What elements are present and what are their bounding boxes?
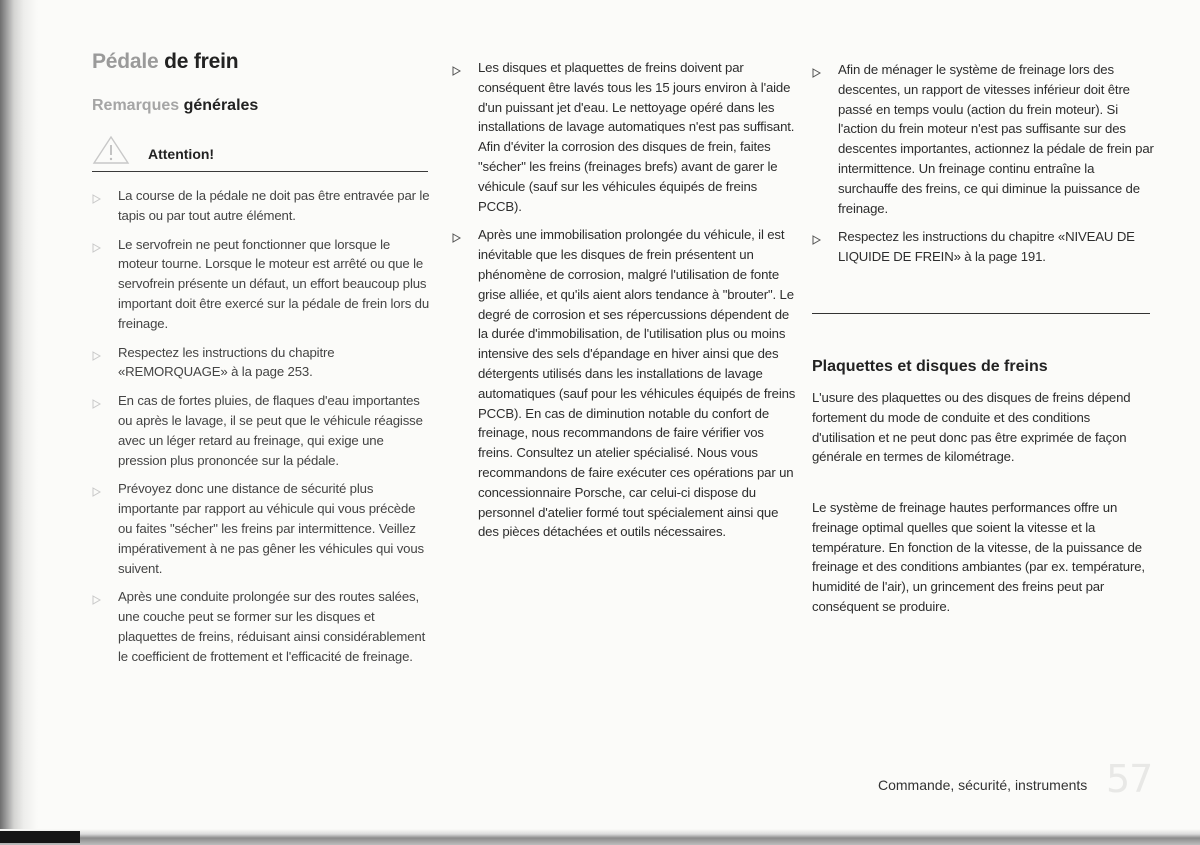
list-item xyxy=(812,60,1157,218)
bullet-list-left xyxy=(92,186,432,676)
list-item-text: Respectez les instructions du chapitre «REMORQUAGE» à la page 253. xyxy=(118,344,335,380)
page-binding-edge xyxy=(0,0,38,845)
list-item xyxy=(452,225,797,542)
list-item-text: Les disques et plaquettes de freins doivent par conséquent être lavés tous les 15 jours environ à l'aide d'un puissant jet d'eau. Le nettoyage opéré dans les installations de lavage automatiques n'est pas suffisant. Afin d'éviter la corrosion des disques de frein, faites "sécher" les freins (freinages brefs) avant de garer le véhicule (sauf sur les véhicules équipés de freins PCCB). xyxy=(478,60,795,214)
list-item xyxy=(92,235,432,334)
list-item xyxy=(812,227,1157,267)
arrow-bullet-icon xyxy=(92,240,101,250)
arrow-bullet-icon xyxy=(452,230,461,240)
list-item-text: Après une immobilisation prolongée du véhicule, il est inévitable que les disques de frein présentent un phénomène de corrosion, malgré l'utilisation de fonte grise alliée, et qu'ils aient alors tendance à "brouter". Le degré de corrosion et ses répercussions dépendent de la durée d'immobilisation, de l'utilisation plus ou moins intensive des sels d'épandage en hiver ainsi que des détergents utilisés dans les installations de lavage automatiques (sauf pour les véhicules équipés de freins PCCB). En cas de diminution notable du confort de freinage, nous recommandons de faire vérifier vos freins. Consultez un atelier spécialisé. Nous vous recommandons de faire exécuter ces opérations par un concessionnaire Porsche, car celui-ci dispose du personnel d'atelier formé tout spécialement ainsi que des pièces détachées et outils nécessaires. xyxy=(478,227,796,540)
list-item xyxy=(92,391,432,470)
attention-label: Attention! xyxy=(148,146,215,162)
section-title: Pédale de frein xyxy=(92,50,239,73)
list-item-text: Prévoyez donc une distance de sécurité plus importante par rapport au véhicule qui vous précède ou faites "sécher" les freins par intermittence. Veillez impérativement à ne pas gêner les véhicules qui vous suivent. xyxy=(118,481,424,576)
arrow-bullet-icon xyxy=(92,348,101,358)
warning-triangle-icon xyxy=(92,135,130,165)
arrow-bullet-icon xyxy=(92,396,101,406)
list-item-text: Afin de ménager le système de freinage lors des descentes, un rapport de vitesses inférieur doit être passé en temps voulu (action du frein moteur). Si l'action du frein moteur n'est pas suffisante sur des descentes importantes, actionnez la pédale de frein par intermittence. Un freinage continu entraîne la surchauffe des freins, ce qui diminue la puissance de freinage. xyxy=(838,62,1154,216)
list-item xyxy=(92,479,432,578)
list-item xyxy=(92,343,432,383)
attention-box xyxy=(92,132,428,172)
section-heading-pads-discs: Plaquettes et disques de freins xyxy=(812,358,1048,375)
paragraph: L'usure des plaquettes ou des disques de freins dépend fortement du mode de conduite et des conditions d'utilisation et ne peut donc pas être exprimée de façon générale en termes de kilométrage. xyxy=(812,390,1131,465)
arrow-bullet-icon xyxy=(452,63,461,73)
list-item-text: Après une conduite prolongée sur des routes salées, une couche peut se former sur les disques et plaquettes de freins, réduisant ainsi considérablement le coefficient de frottement et l'efficacité de freinage. xyxy=(118,589,426,664)
list-item-text: En cas de fortes pluies, de flaques d'eau importantes ou après le lavage, il se peut que le véhicule réagisse avec un léger retard au freinage, qui exige une pression plus prononcée sur la pédale. xyxy=(118,393,423,468)
arrow-bullet-icon xyxy=(92,592,101,602)
list-item-text: Respectez les instructions du chapitre «NIVEAU DE LIQUIDE DE FREIN» à la page 191. xyxy=(838,229,1135,265)
arrow-bullet-icon xyxy=(92,484,101,494)
list-item xyxy=(92,186,432,226)
section-divider xyxy=(812,313,1150,314)
section-subtitle: Remarques générales xyxy=(92,97,259,114)
bullet-list-right xyxy=(812,60,1157,276)
paragraph: Le système de freinage hautes performances offre un freinage optimal quelles que soient la vitesse et la température. En fonction de la vitesse, de la puissance de freinage et des conditions ambiantes (par ex. température, humidité de l'air), un grincement des freins peut par conséquent se produire. xyxy=(812,500,1145,614)
list-item xyxy=(452,58,797,216)
footer-chapter-label: Commande, sécurité, instruments xyxy=(878,777,1088,793)
arrow-bullet-icon xyxy=(812,65,821,75)
list-item-text: La course de la pédale ne doit pas être entravée par le tapis ou par tout autre élément. xyxy=(118,188,430,223)
arrow-bullet-icon xyxy=(92,191,101,201)
list-item xyxy=(92,587,432,666)
list-item-text: Le servofrein ne peut fonctionner que lorsque le moteur tourne. Lorsque le moteur est arrêté ou que le servofrein présente un défaut, un effort beaucoup plus important doit être exercé sur la pédale de frein lors du freinage. xyxy=(118,236,430,331)
bullet-list-middle xyxy=(452,58,797,551)
arrow-bullet-icon xyxy=(812,232,821,242)
page-bottom-edge xyxy=(0,829,1200,845)
page-number: 57 xyxy=(1106,757,1153,801)
